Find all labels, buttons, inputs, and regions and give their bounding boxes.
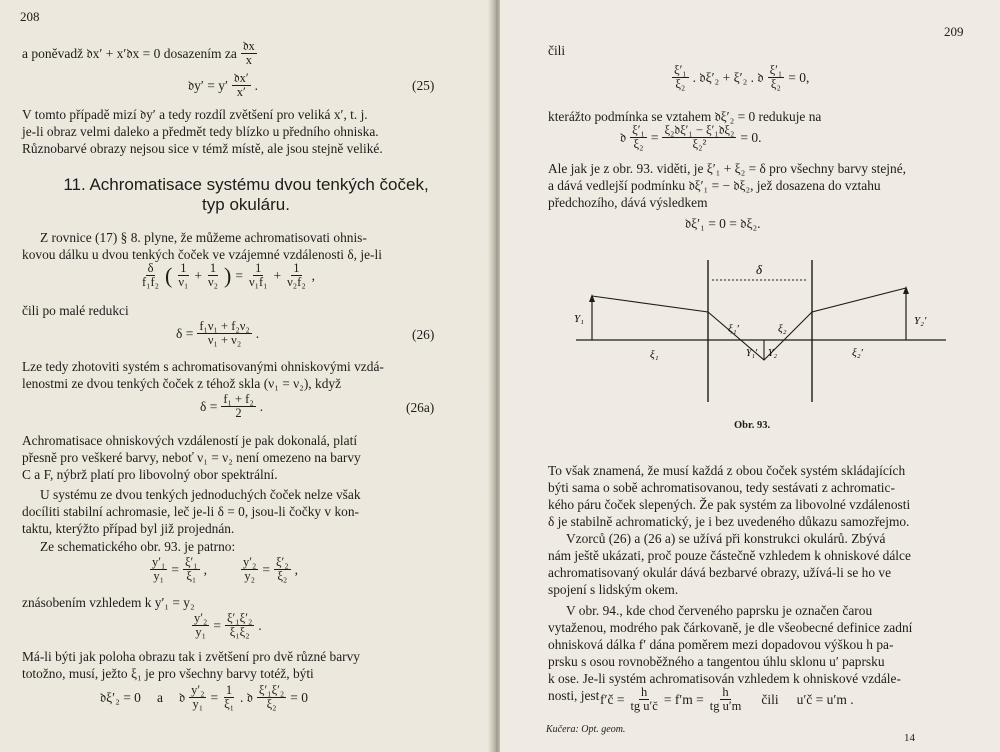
label-xi1: ξ₁: [650, 349, 659, 361]
label-y2: Y₂: [768, 348, 778, 359]
equation-product: $\frac{\text{y′₂}}{\text{y₁}}$ = $\frac{\text{ξ′₁ξ′₂}}{\text{ξ₁ξ₂}}$ .: [194, 611, 262, 639]
text-line: čili: [548, 43, 566, 58]
equation-25: 𝔡y′ = y′ $\frac{\text{𝔡x′}}{x'}$ .: [188, 71, 258, 99]
page-number: 208: [20, 9, 40, 24]
text-line: Ze schematického obr. 93. je patrno:: [40, 539, 236, 554]
left-page: 208 a poněvadž 𝔡x′ + x′𝔡x = 0 dosazením za $\frac{\text{𝔡x}}{x}$ 𝔡y′ = y′ $\frac{\text{𝔡x′}}{x'}$ . (25) V tomto případě mizí 𝔡y′ a tedy rozdíl zvětšení pro veliká x′, t. j. je-li obraz velmi daleko a předmět tedy blízko u předního ohniska. Různobarvé obrazy nejsou sice v témž místě, ale jsou stejně veliké. 11. Achromatisace systému dvou tenkých čoček, typ okuláru. Z rovnice (17) § 8. plyne, že můžeme achromatisovati ohnis- kovou dálku u dvou tenkých čoček ve vzájemné vzdálenosti δ, je-li $\frac{\delta}{\text{f₁f₂}}$ ( $\frac{1}{\text{ν₁}}$ + $\frac{1}{\text{ν₂}}$ ) = $\frac{1}{\text{ν₁f₁}}$ + $\frac{1}{\text{ν₂f₂}}$ , čili po malé redukci δ = $\frac{\text{f₁ν₁ + f₂ν₂}}{\text{ν₁ + ν₂}}$ . (26) Lze tedy zhotoviti systém s achromatisovanými ohniskovými vzdá- lenostmi ze dvou tenkých čoček z téhož skla (ν₁ = ν₂), když δ = $\frac{\text{f₁ + f₂}}{2}$ . (26a) Achromatisace ohniskových vzdáleností je pak dokonalá, platí přesně pro veškeré barvy, neboť ν₁ = ν₂ není omezeno na barvy C a F, nýbrž platí pro libovolný obor spektrální. U systému ze dvou tenkých jednoduchých čoček nelze však docíliti stabilní achromasie, leč je-li δ = 0, jsou-li čočky v kon- taktu, kterýžto případ byl již projednán. Ze schematického obr. 93. je patrno: $\frac{\text{y′₁}}{\text{y₁}}$ = $\frac{\text{ξ′₁}}{\text{ξ₁}}$ , $\frac{\text{y′₂}}{\text{y₂}}$ = $\frac{\text{ξ′₂}}{\text{ξ₂}}$ , znásobením vzhledem k y′₁ = y₂ $\frac{\text{y′₂}}{\text{y₁}}$ = $\frac{\text{ξ′₁ξ′₂}}{\text{ξ₁ξ₂}}$ . Má-li býti jak poloha obrazu tak i zvětšení pro dvě různé barvy totožno, musí, ježto ξ₁ je pro všechny barvy totéž, býti 𝔡ξ′₂ = 0 a 𝔡 $\frac{\text{y′₂}}{\text{y₁}}$ = $\frac{1}{\text{ξ₁}}$ . 𝔡 $\frac{\text{ξ′₁ξ′₂}}{\text{ξ₂}}$ = 0: [0, 0, 492, 752]
equation-26a: δ = $\frac{\text{f₁ + f₂}}{2}$ .: [200, 392, 264, 420]
text-line: kterážto podmínka se vztahem 𝔡ξ′₂ = 0 redukuje na: [548, 109, 822, 124]
signature-number: 14: [904, 732, 915, 744]
equation-achromatisation: $\frac{\delta}{\text{f₁f₂}}$ ( $\frac{1}{\text{ν₁}}$ + $\frac{1}{\text{ν₂}}$ ) = $\frac{1}{\text{ν₁f₁}}$ + $\frac{1}{\text{ν₂f₂}}$ ,: [142, 261, 316, 289]
section-heading: 11. Achromatisace systému dvou tenkých čoček,: [63, 175, 429, 194]
label-y2p: Y₂′: [914, 315, 927, 327]
equation-number: (26a): [406, 400, 435, 415]
right-page: 209 čili $\frac{\text{ξ′₁}}{\text{ξ₂}}$ . 𝔡ξ′₂ + ξ′₂ . 𝔡 $\frac{\text{ξ′₁}}{\text{ξ₂}}$ = 0, kterážto podmínka se vztahem 𝔡ξ′₂ = 0 redukuje na 𝔡 $\frac{\text{ξ′₁}}{\text{ξ₂}}$ = $\frac{\text{ξ₂𝔡ξ′₁ − ξ′₁𝔡ξ₂}}{\text{ξ₂²}}$ = 0. Ale jak je z obr. 93. viděti, je ξ′₁ + ξ₂ = δ pro všechny barvy stejné, a dává vedlejší podmínku 𝔡ξ′₁ = − 𝔡ξ₂, jež dosazena do vztahu předchozího, dává výsledkem 𝔡ξ′₁ = 0 = 𝔡ξ₂. δ Y₁ Y₂′ ξ₁ ξ₁′ ξ₂ ξ₂′ Y₁′ Y₂ Obr. 93. To však znamená, že musí každá z obou čoček systém skládajících býti sama o sobě achromatisovanou, tedy sestávati z achromatic- kého páru čoček slepených. Že pak systém za libovolné vzdálenosti δ je stabilně achromatický, je i bez uvedeného důkazu samozřejmo. Vzorců (26) a (26 a) se užívá při konstrukci okulárů. Zbývá nám ještě ukázati, proč pouze částečně vzhledem k ohniskové dálce achromatisovaný okulár dává bezbarvé obrazy, užívá-li se ho ve spojení s lidským okem. V obr. 94., kde chod červeného paprsku je označen čarou vytaženou, modrého pak čárkovaně, je dle všeobecné definice zadní ohnisková dálka f′ dána poměrem mezi dopadovou výškou h pa- prsku s osou rovnoběžného a tangentou úhlu sklonu u′ paprsku k ose. Je-li systém achromatisován vzhledem k ohniskové vzdále- nosti, jest f′č = $\frac{h}{\text{tg u′č}}$ = f′m = $\frac{h}{\text{tg u′m}}$ čili u′č = u′m . Kučera: Opt. geom. 14: [500, 0, 1000, 752]
equation-cili: $\frac{\text{ξ′₁}}{\text{ξ₂}}$ . 𝔡ξ′₂ + ξ′₂ . 𝔡 $\frac{\text{ξ′₁}}{\text{ξ₂}}$ = 0,: [674, 63, 810, 91]
fraction: $\frac{\text{𝔡x}}{x}$: [242, 39, 255, 67]
equation-ratios: $\frac{\text{y′₁}}{\text{y₁}}$ = $\frac{\text{ξ′₁}}{\text{ξ₁}}$ , $\frac{\text{y′₂}}{\text{y₂}}$ = $\frac{\text{ξ′₂}}{\text{ξ₂}}$ ,: [152, 555, 299, 583]
label-y1p: Y₁′: [746, 348, 758, 359]
equation-reduced: 𝔡 $\frac{\text{ξ′₁}}{\text{ξ₂}}$ = $\frac{\text{ξ₂𝔡ξ′₁ − ξ′₁𝔡ξ₂}}{\text{ξ₂²}}$ = 0.: [620, 123, 762, 151]
text-line: znásobením vzhledem k y′₁ = y₂: [22, 595, 195, 610]
equation-result: 𝔡ξ′₁ = 0 = 𝔡ξ₂.: [685, 216, 761, 231]
text-line: a poněvadž 𝔡x′ + x′𝔡x = 0 dosazením za $\frac{\text{𝔡x}}{x}$: [22, 39, 255, 67]
equation-focal: f′č = $\frac{h}{\text{tg u′č}}$ = f′m = $\frac{h}{\text{tg u′m}}$ čili u′č = u′m .: [600, 685, 854, 713]
footer-author: Kučera: Opt. geom.: [546, 724, 626, 735]
label-delta: δ: [756, 262, 763, 277]
label-xi2: ξ₂: [778, 323, 787, 335]
label-xi2p: ξ₂′: [852, 347, 863, 359]
label-y1: Y₁: [574, 313, 584, 325]
equation-number: (25): [412, 78, 435, 93]
equation-conditions: 𝔡ξ′₂ = 0 a 𝔡 $\frac{\text{y′₂}}{\text{y₁}}$ = $\frac{1}{\text{ξ₁}}$ . 𝔡 $\frac{\text{ξ′₁ξ′₂}}{\text{ξ₂}}$ = 0: [100, 683, 308, 711]
page-number: 209: [944, 24, 964, 39]
figure-caption: Obr. 93.: [734, 420, 771, 431]
section-heading-line2: typ okuláru.: [202, 195, 290, 214]
figure-93: [570, 252, 950, 412]
equation-number: (26): [412, 327, 435, 342]
equation-26: δ = $\frac{\text{f₁ν₁ + f₂ν₂}}{\text{ν₁ + ν₂}}$ .: [176, 319, 260, 347]
label-xi1p: ξ₁′: [728, 323, 739, 335]
text-line: čili po malé redukci: [22, 303, 129, 318]
